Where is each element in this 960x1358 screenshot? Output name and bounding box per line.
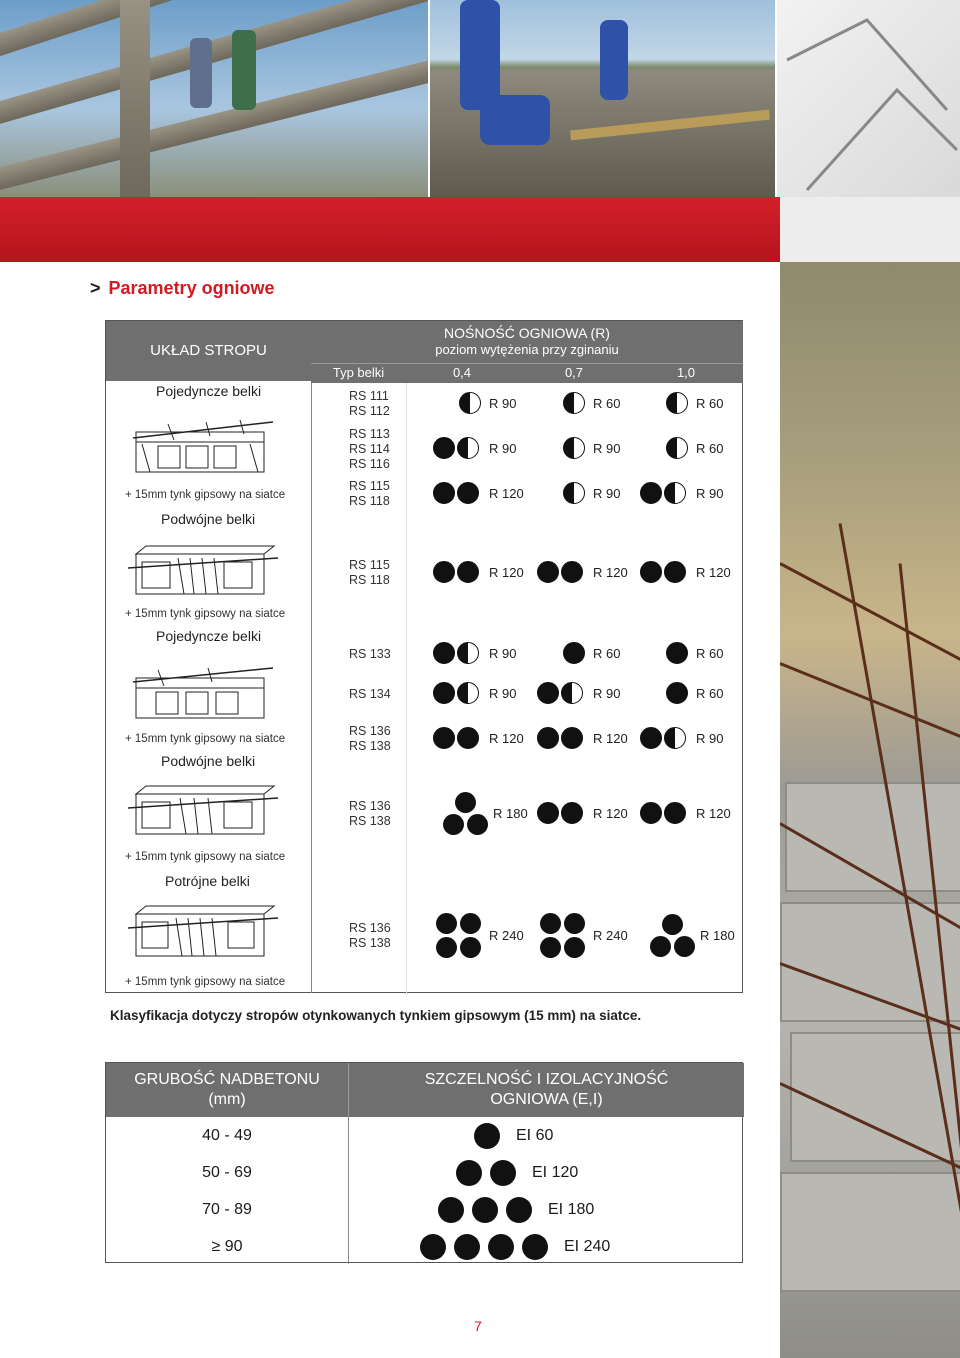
filled-circle-icon: [457, 561, 479, 583]
rating-icon: [563, 392, 585, 414]
page-number: 7: [474, 1318, 482, 1334]
thickness-value: 40 - 49: [202, 1127, 252, 1144]
rating-value: R 60: [593, 396, 621, 411]
filled-circle-icon: [420, 1234, 446, 1260]
rating-icon: [563, 437, 585, 459]
rating-icon-triple: [443, 792, 489, 836]
rating-value: R 180: [493, 806, 528, 821]
rating-icon: [537, 802, 583, 824]
filled-circle-icon: [433, 437, 455, 459]
half-circle-icon: [459, 392, 481, 414]
filled-circle-icon: [433, 727, 455, 749]
thickness-value: ≥ 90: [211, 1238, 243, 1255]
filled-circle-icon: [664, 561, 686, 583]
half-circle-icon: [666, 392, 688, 414]
rating-value: R 240: [489, 928, 524, 943]
half-circle-icon: [664, 727, 686, 749]
rating-value: R 90: [593, 441, 621, 456]
system-note: + 15mm tynk gipsowy na siatce: [125, 976, 286, 988]
photo-rebar-slab: [780, 262, 960, 1358]
filled-circle-icon: [522, 1234, 548, 1260]
rating-value: R 90: [489, 646, 517, 661]
filled-circle-icon: [537, 802, 559, 824]
filled-circle-icon: [457, 727, 479, 749]
header-ei: SZCZELNOŚĆ I IZOLACYJNOŚĆ OGNIOWA (E,I): [348, 1063, 744, 1117]
integrity-insulation-table: [105, 1062, 743, 1263]
rating-icon: [433, 482, 479, 504]
rating-value: R 120: [489, 486, 524, 501]
system-label: Podwójne belki: [161, 753, 256, 769]
photo-concrete-pouring: [430, 0, 775, 197]
filled-circle-icon: [456, 1160, 482, 1186]
filled-circle-icon: [506, 1197, 532, 1223]
slab-diagram-double: [128, 538, 278, 608]
classification-footnote: Klasyfikacja dotyczy stropów otynkowanych tynkiem gipsowym (15 mm) na siatce.: [110, 1008, 642, 1023]
rating-icon: [640, 727, 686, 749]
rating-icon: [666, 392, 688, 414]
filled-circle-icon: [433, 682, 455, 704]
filled-circle-icon: [563, 642, 585, 664]
rating-value: R 60: [696, 441, 724, 456]
rating-value: R 240: [593, 928, 628, 943]
filled-circle-icon: [664, 802, 686, 824]
subheader-level: 0,4: [452, 365, 472, 380]
half-circle-icon: [457, 682, 479, 704]
rating-icon: [640, 561, 686, 583]
thickness-value: 50 - 69: [202, 1164, 252, 1181]
filled-circle-icon: [537, 561, 559, 583]
beam-type: RS 115 RS 118: [349, 558, 390, 587]
red-band: [0, 197, 780, 262]
rating-icon: [433, 682, 479, 704]
rating-icon-quad: [436, 913, 482, 959]
beam-type: RS 136 RS 138: [349, 921, 391, 950]
beam-type: RS 111 RS 112: [349, 389, 390, 418]
rating-icon: [537, 727, 583, 749]
filled-circle-icon: [640, 561, 662, 583]
subheader-level: 0,7: [564, 365, 584, 380]
filled-circle-icon: [640, 727, 662, 749]
header-floor-system: UKŁAD STROPU: [106, 321, 311, 381]
system-note: + 15mm tynk gipsowy na siatce: [125, 851, 286, 863]
filled-circle-icon: [666, 642, 688, 664]
system-note: + 15mm tynk gipsowy na siatce: [125, 489, 286, 501]
filled-circle-icon: [488, 1234, 514, 1260]
filled-circle-icon: [561, 802, 583, 824]
section-marker: >: [90, 278, 101, 298]
beam-type: RS 136 RS 138: [349, 724, 391, 753]
rating-value: R 120: [696, 806, 731, 821]
photo-drawing: [777, 0, 960, 197]
half-circle-icon: [563, 392, 585, 414]
rating-icon: [433, 642, 479, 664]
system-note: + 15mm tynk gipsowy na siatce: [125, 608, 286, 620]
filled-circle-icon: [472, 1197, 498, 1223]
rating-icon-quad: [540, 913, 586, 959]
header-thickness: GRUBOŚĆ NADBETONU (mm): [106, 1063, 348, 1117]
rating-value: R 60: [696, 396, 724, 411]
beam-type: RS 136 RS 138: [349, 799, 391, 828]
rating-value: R 90: [696, 486, 724, 501]
system-label: Pojedyncze belki: [156, 628, 262, 644]
table-row: [106, 1191, 742, 1228]
rating-value: R 60: [696, 686, 724, 701]
half-circle-icon: [664, 482, 686, 504]
rating-icon: [563, 642, 585, 664]
rating-value: R 90: [696, 731, 724, 746]
rating-icon: [640, 482, 686, 504]
rating-value: R 120: [489, 565, 524, 580]
rating-icon: [563, 482, 585, 504]
rating-icon: [666, 642, 688, 664]
half-circle-icon: [457, 642, 479, 664]
filled-circle-icon: [640, 482, 662, 504]
half-circle-icon: [666, 437, 688, 459]
rating-icon: [666, 682, 688, 704]
rating-icon: [433, 727, 479, 749]
filled-circle-icon: [561, 561, 583, 583]
section-title: > Parametry ogniowe: [90, 278, 275, 298]
ei-value: EI 120: [532, 1164, 579, 1181]
beam-type: RS 113 RS 114 RS 116: [349, 426, 390, 471]
filled-circle-icon: [537, 682, 559, 704]
rating-icon-triple: [650, 914, 696, 958]
half-circle-icon: [457, 437, 479, 459]
system-label: Potrójne belki: [165, 873, 250, 889]
filled-circle-icon: [561, 727, 583, 749]
rating-icon: [433, 437, 479, 459]
slab-diagram-double-rs13: [128, 778, 278, 848]
filled-circle-icon: [640, 802, 662, 824]
rating-icon: [640, 802, 686, 824]
table-row: [106, 1228, 742, 1265]
filled-circle-icon: [474, 1123, 500, 1149]
filled-circle-icon: [537, 727, 559, 749]
ei-value: EI 60: [516, 1127, 554, 1144]
header-load-bearing: NOŚNOŚĆ OGNIOWA (R) poziom wytężenia przy zginaniu: [311, 321, 743, 363]
rating-value: R 90: [593, 686, 621, 701]
subheader-type: Typ belki: [332, 365, 385, 380]
filled-circle-icon: [438, 1197, 464, 1223]
slab-diagram-single: [128, 410, 278, 480]
ei-value: EI 240: [564, 1238, 611, 1255]
half-circle-icon: [561, 682, 583, 704]
beam-type: RS 134: [349, 686, 391, 701]
rating-value: R 120: [593, 731, 628, 746]
photo-workers-beams: [0, 0, 428, 197]
filled-circle-icon: [433, 642, 455, 664]
rating-value: R 60: [593, 646, 621, 661]
thickness-value: 70 - 89: [202, 1201, 252, 1218]
slab-diagram-single-rs13: [128, 658, 278, 728]
slab-diagram-triple: [128, 898, 278, 972]
rating-icon: [433, 561, 479, 583]
half-circle-icon: [563, 482, 585, 504]
rating-value: R 120: [593, 565, 628, 580]
rating-value: R 120: [696, 565, 731, 580]
system-label: Podwójne belki: [161, 511, 256, 527]
rating-value: R 90: [489, 396, 517, 411]
sketch-lines: [777, 0, 960, 197]
filled-circle-icon: [666, 682, 688, 704]
filled-circle-icon: [457, 482, 479, 504]
rating-icon: [537, 561, 583, 583]
filled-circle-icon: [433, 561, 455, 583]
table-row: [106, 1117, 742, 1154]
half-circle-icon: [563, 437, 585, 459]
rating-value: R 60: [696, 646, 724, 661]
filled-circle-icon: [454, 1234, 480, 1260]
rating-icon: [459, 392, 481, 414]
ei-value: EI 180: [548, 1201, 595, 1218]
subheader-level: 1,0: [676, 365, 696, 380]
rating-value: R 180: [700, 928, 735, 943]
system-label: Pojedyncze belki: [156, 383, 262, 399]
filled-circle-icon: [433, 482, 455, 504]
system-note: + 15mm tynk gipsowy na siatce: [125, 733, 286, 745]
beam-type: RS 115 RS 118: [349, 479, 390, 508]
rating-value: R 90: [593, 486, 621, 501]
filled-circle-icon: [490, 1160, 516, 1186]
beam-type: RS 133: [349, 646, 391, 661]
rating-value: R 120: [489, 731, 524, 746]
rating-icon: [666, 437, 688, 459]
rating-value: R 90: [489, 441, 517, 456]
rating-value: R 120: [593, 806, 628, 821]
table-row: [106, 1154, 742, 1191]
rating-icon: [537, 682, 583, 704]
rating-value: R 90: [489, 686, 517, 701]
